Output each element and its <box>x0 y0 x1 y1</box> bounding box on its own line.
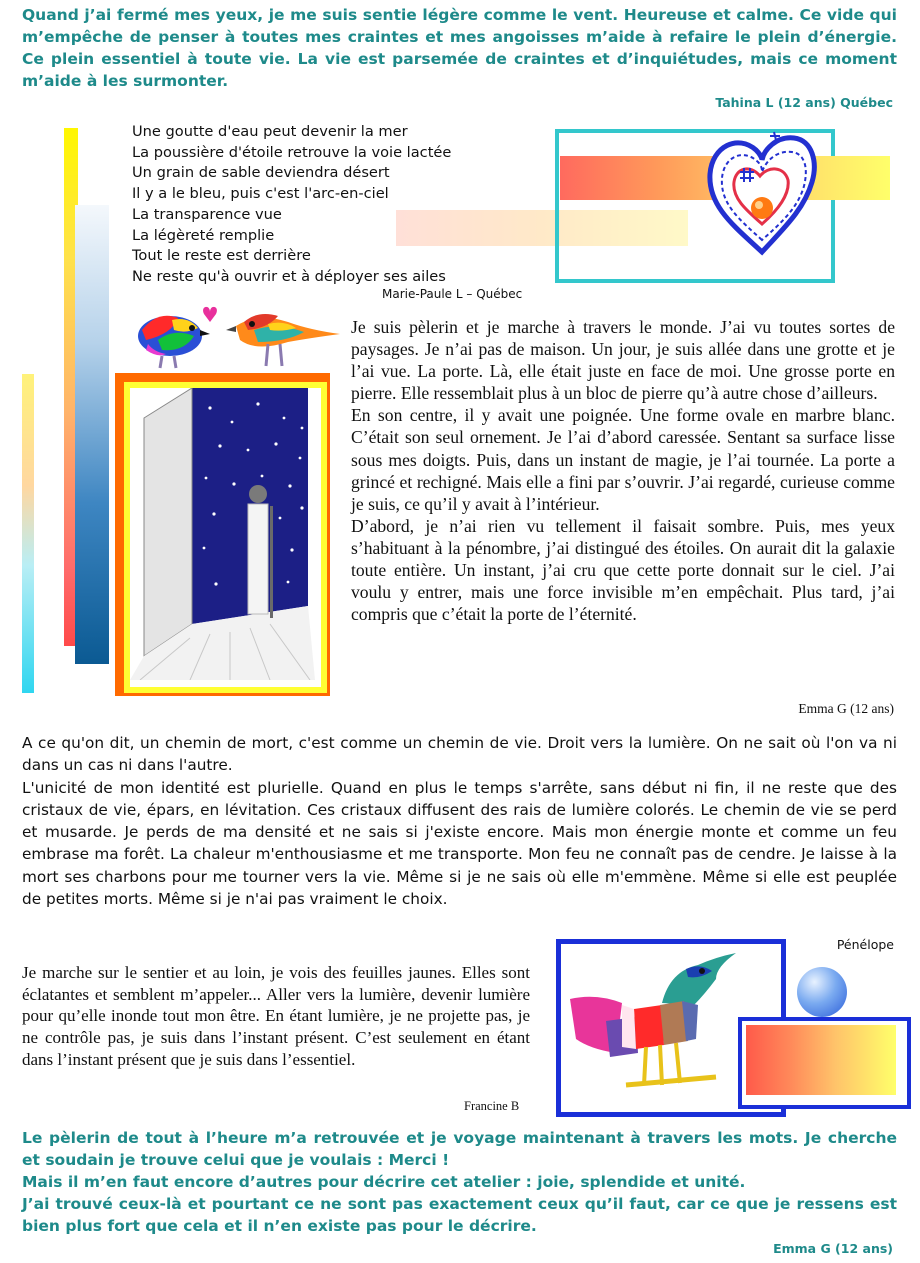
story1-signature: Emma G (12 ans) <box>798 701 894 716</box>
story3-signature: Francine B <box>464 1099 520 1113</box>
poem-line: Un grain de sable deviendra désert <box>132 164 390 182</box>
outro-signature: Emma G (12 ans) <box>773 1241 893 1256</box>
story2 <box>22 732 897 910</box>
story2-paragraph: L'unicité de mon identité est plurielle. Quand en plus le temps s'arrête, sans début ni fin, il ne reste que des cristaux de vie, épars, en lévitation. Ces cristaux diffusent des rais de lumière colorés. Le chemin de vie se perd et musarde. Je perds de ma densité et ne sais si j'existe encore. Mais mon énergie monte et comme un feu embrase ma forêt. La chaleur m'enthousiasme et me transporte. Mon feu ne connaît pas de cendre. Je laisse à la mort ses charbons pour me tourner vers la vie. Même si je ne sais où elle m'emmène. Même si elle est peuplée de petites morts. Même si je n'ai pas vraiment le choix. <box>22 778 897 909</box>
bird-right <box>226 314 340 366</box>
story1 <box>351 316 895 625</box>
poem-signature: Marie-Paule L – Québec <box>382 287 523 301</box>
bird-left <box>138 307 217 368</box>
poem-line: Ne reste qu'à ouvrir et à déployer ses ailes <box>132 267 446 285</box>
intro-signature: Tahina L (12 ans) Québec <box>715 95 893 110</box>
outro-paragraph: Le pèlerin de tout à l’heure m’a retrouvée et je voyage maintenant à travers les mots. Je cherche et soudain je trouve celui que je voulais : Merci ! <box>22 1129 897 1169</box>
story3-text: Je marche sur le sentier et au loin, je vois des feuilles jaunes. Elles sont éclatantes et semblent m’appeler... Aller vers la lumière, devenir lumière pour qu’elle inonde tout mon être. En étant lumière, je ne projette pas, je ne contrôle pas, je suis dans l’instant présent. C’est seulement en étant dans l’instant présent que je suis dans l’essentiel. <box>22 963 530 1069</box>
story1-paragraph: D’abord, je n’ai rien vu tellement il faisait sombre. Puis, mes yeux s’habituant à la pénombre, j’ai distingué des étoiles. On aurait dit la galaxie toute entière. Un instant, j’ai cru que cette porte donnait sur le ciel. J’ai voulu y entrer, mais une force invisible m’en empêchait. Plus tard, j’ai compris que c’était la porte de l’éternité. <box>351 515 895 625</box>
outro-paragraph: J’ai trouvé ceux-là et pourtant ce ne sont pas exactement ceux qu’il faut, car ce que je ressens est bien plus fort que cela et il n’en existe pas pour le décrire. <box>22 1195 897 1235</box>
story2-signature: Pénélope <box>836 937 894 952</box>
decorative-bar-gradient <box>746 1025 896 1095</box>
outro <box>22 1127 897 1237</box>
heart-drawing <box>704 128 820 258</box>
poem-line: La poussière d'étoile retrouve la voie lactée <box>132 143 452 161</box>
outro-paragraph: Mais il m’en faut encore d’autres pour décrire cet atelier : joie, splendide et unité. <box>22 1173 746 1191</box>
decorative-bar-blue <box>75 205 109 664</box>
poem-line: La légèreté remplie <box>132 226 275 244</box>
poem <box>132 122 492 288</box>
bird-drawing <box>566 949 766 1099</box>
poem-line: Une goutte d'eau peut devenir la mer <box>132 123 408 140</box>
poem-line: Il y a le bleu, puis c'est l'arc-en-ciel <box>132 185 389 203</box>
poem-line: La transparence vue <box>132 205 282 223</box>
sphere-decoration <box>797 967 847 1017</box>
story2-paragraph: A ce qu'on dit, un chemin de mort, c'est comme un chemin de vie. Droit vers la lumière. On ne sait où l'on va ni dans un cas ni dans l'autre. <box>22 734 897 775</box>
poem-line: Tout le reste est derrière <box>132 247 311 265</box>
intro-text: Quand j’ai fermé mes yeux, je me suis sentie légère comme le vent. Heureuse et calme. Ce vide qui m’empêche de penser à toutes mes craintes et mes angoisses m’aide à refaire le plein d’énergie. Ce plein essentiel à toute vie. La vie est parsemée de craintes et d’inquiétudes, mais ce moment m’aide à les surmonter. <box>22 6 897 90</box>
story1-paragraph: En son centre, il y avait une poignée. Une forme ovale en marbre blanc. C’était son seul ornement. Je l’ai d’abord caressée. Sentant sa surface lisse sous mes doigts. Puis, dans un instant de magie, je l’ai tournée. La porte a grincé et rechigné. Mais elle a fini par s’ouvrir. J’ai regardé, curieuse comme je suis, ce qu’il y avait à l’intérieur. <box>351 405 895 514</box>
door-drawing <box>130 388 315 680</box>
story1-paragraph: Je suis pèlerin et je marche à travers le monde. J’ai vu toutes sortes de paysages. Je n’ai pas de maison. Un jour, je suis allée dans une grotte et je l’ai vue. La porte. Là, elle était juste en face de moi. Une grosse porte en pierre. Elle ressemblait plus à un bloc de pierre qu’à autre chose d’ailleurs. <box>351 317 895 404</box>
decorative-bar-cyan <box>22 374 34 693</box>
birds-drawing <box>128 300 346 372</box>
